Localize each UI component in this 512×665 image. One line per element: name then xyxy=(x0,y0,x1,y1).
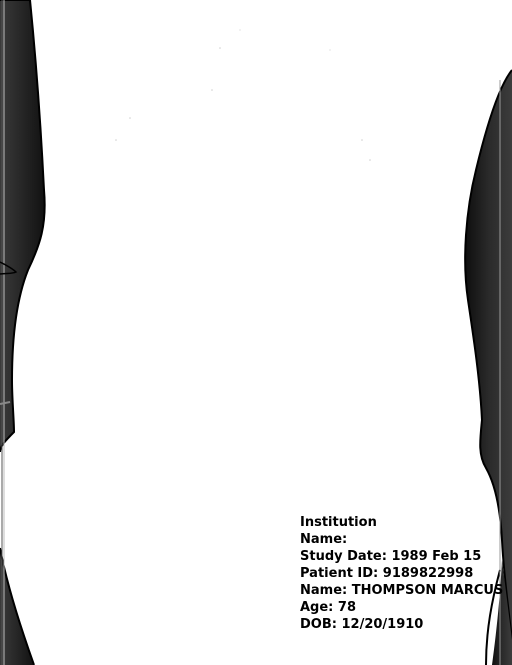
left-body-edge xyxy=(0,0,45,452)
patient-id: Patient ID: 9189822998 xyxy=(300,566,474,581)
dicom-overlay xyxy=(300,514,512,633)
patient-dob: DOB: 12/20/1910 xyxy=(300,617,424,632)
soft-tissue-specks xyxy=(115,29,371,160)
study-date: Study Date: 1989 Feb 15 xyxy=(300,549,482,564)
patient-name: Name: THOMPSON MARCUS xyxy=(300,583,504,598)
patient-age: Age: 78 xyxy=(300,600,356,615)
name-label: Name: xyxy=(300,532,348,547)
institution-label: Institution xyxy=(300,515,377,530)
